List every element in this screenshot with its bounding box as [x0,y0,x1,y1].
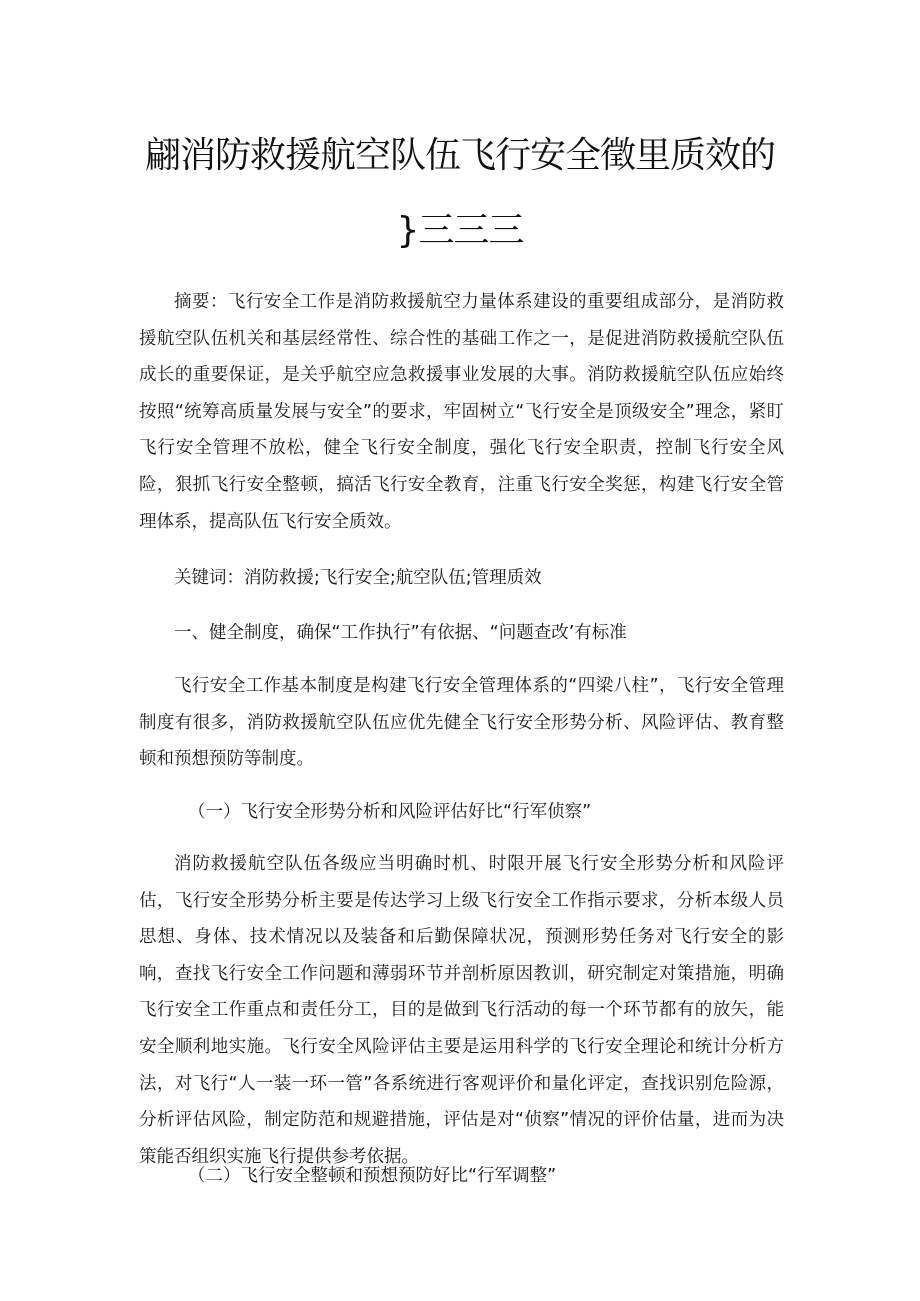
section-1-paragraph: 飞行安全工作基本制度是构建飞行安全管理体系的“四梁八柱”，飞行安全管理制度有很多，消防救援航空队伍应优先健全飞行安全形势分析、风险评估、教育整顿和预想预防等制度。 [139,676,784,770]
document-title-continued: }三三三 [396,210,524,251]
document-title: 翩消防救援航空队伍飞行安全徵里质效的 [144,135,775,176]
abstract-paragraph: 摘要：飞行安全工作是消防救援航空力量体系建设的重要组成部分，是消防救援航空队伍机关和基层经常性、综合性的基础工作之一，是促进消防救援航空队伍成长的重要保证，是关乎航空应急救援事业发展的大事。消防救援航空队伍应始终按照“统筹高质量发展与安全”的要求，牢固树立“飞行安全是顶级安全”理念，紧盯飞行安全管理不放松，健全飞行安全制度，强化飞行安全职责，控制飞行安全风险，狠抓飞行安全整顿，搞活飞行安全教育，注重飞行安全奖惩，构建飞行安全管理体系，提高队伍飞行安全质效。 [139,292,784,532]
subsection-heading-1: （一）飞行安全形势分析和风险评估好比“行军侦察” [188,802,592,822]
subsection-heading-2: （二）飞行安全整顿和预想预防好比“行军调整” [188,1166,557,1186]
section-heading-1: 一、健全制度，确保“工作执行”有依据、“问题查改’有标准 [174,623,627,643]
keywords-line: 关键词：消防救援;飞行安全;航空队伍;管理质效 [174,568,542,588]
subsection-1-paragraph: 消防救援航空队伍各级应当明确时机、时限开展飞行安全形势分析和风险评估，飞行安全形势分析主要是传达学习上级飞行安全工作指示要求，分析本级人员思想、身体、技术情况以及装备和后勤保障状况，预测形势任务对飞行安全的影响，查找飞行安全工作问题和薄弱环节并剖析原因教训，研究制定对策措施，明确飞行安全工作重点和责任分工，目的是做到飞行活动的每一个环节都有的放矢，能安全顺利地实施。飞行安全风险评估主要是运用科学的飞行安全理论和统计分析方法，对飞行“人一装一环一管”各系统进行客观评价和量化评定，查找识别危险源，分析评估风险，制定防范和规避措施，评估是对“侦察”情况的评价估量，进而为决策能否组织实施飞行提供参考依据。 [139,854,784,1167]
